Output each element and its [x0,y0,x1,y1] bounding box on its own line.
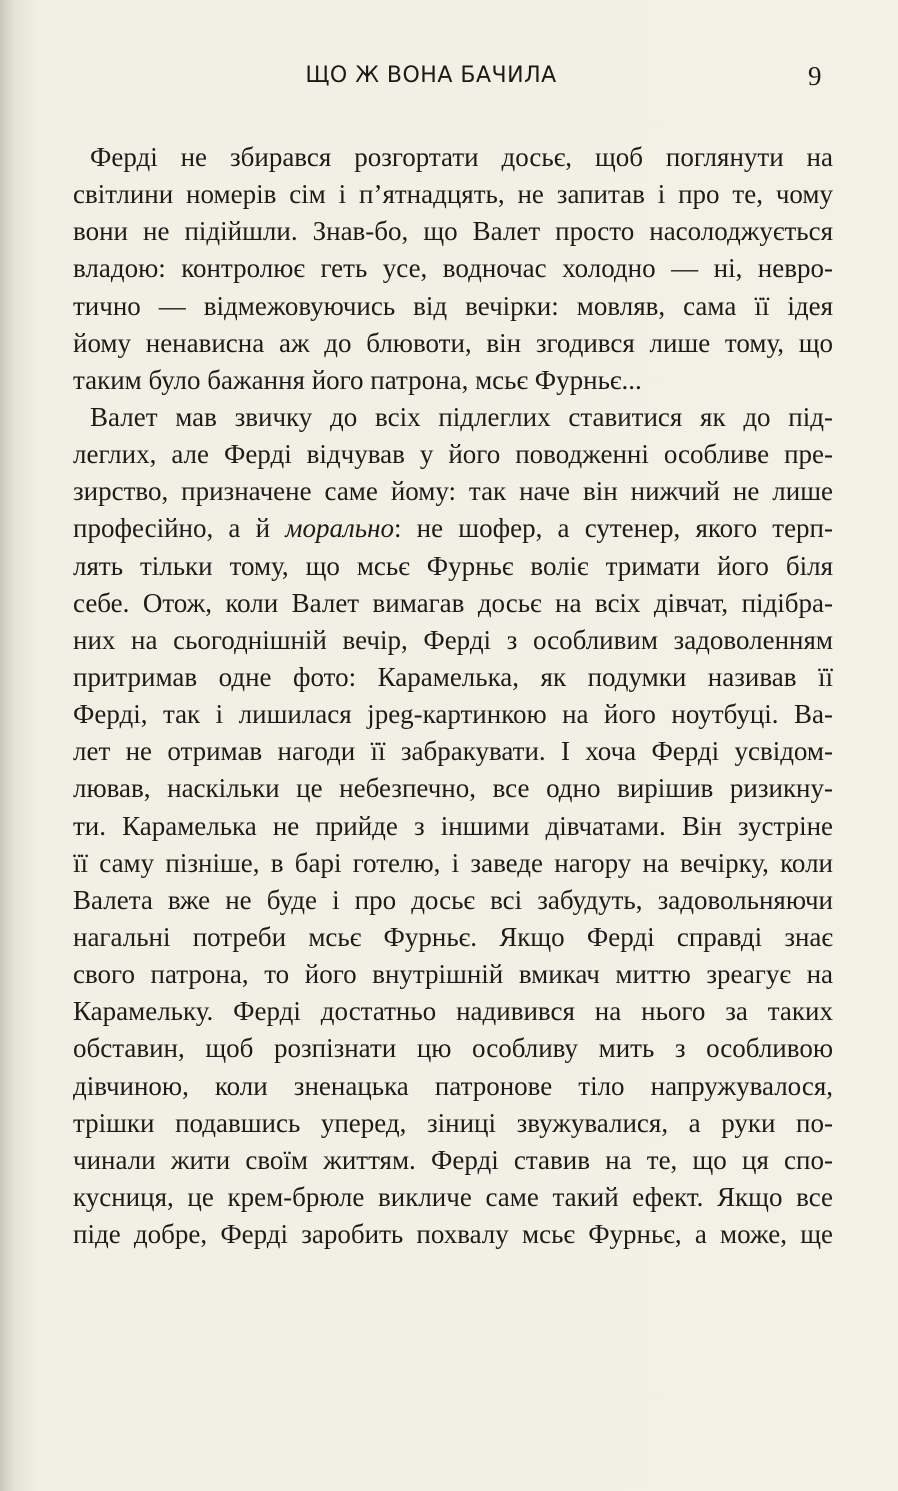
text-line: йому ненависна аж до блювоти, він згодився лише тому, що [73,327,833,358]
page-number: 9 [808,61,822,91]
running-title: ЩО Ж ВОНА БАЧИЛА [305,63,557,88]
text-line: вони не підійшли. Знав-бо, що Валет просто насолоджується [73,216,833,247]
text-line: піде добре, Ферді заробить похвалу мсьє Фурньє, а може, ще [73,1219,833,1250]
text-segment: : не шофер, а сутенер, якого терп- [393,513,833,544]
text-line [73,510,833,547]
text-line: ти. Карамелька не прийде з іншими дівчатами. Він зустріне [73,810,833,841]
text-line: Валет мав звичку до всіх підлеглих ставитися як до під- [90,401,833,432]
text-line: леглих, але Ферді відчував у його поводженні особливе пре- [73,439,833,470]
text-line: Валета вже не буде і про досьє всі забудуть, задовольняючи [73,884,833,915]
page-header [0,58,898,94]
text-line: себе. Отож, коли Валет вимагав досьє на всіх дівчат, підібра- [73,587,833,618]
text-segment: професійно, а й [73,513,286,544]
text-line: Карамельку. Ферді достатньо надивився на нього за таких [73,996,833,1027]
text-line: кусниця, це крем-брюле викличе саме такий ефект. Якщо все [73,1181,833,1212]
text-line: лет не отримав нагоди її забракувати. І хоча Ферді усвідом- [73,736,833,767]
text-line: лять тільки тому, що мсьє Фурньє воліє тримати його біля [73,550,833,581]
text-line: нагальні потреби мсьє Фурньє. Якщо Ферді справді знає [73,921,833,952]
text-line: зирство, призначене саме йому: так наче він нижчий не лише [73,476,833,507]
text-line: Ферді не збирався розгортати досьє, щоб поглянути на [90,142,833,172]
text-line: обставин, щоб розпізнати цю особливу мить з особливою [73,1033,833,1064]
text-line: лював, наскільки це небезпечно, все одно вирішив ризикну- [73,773,833,804]
text-line: притримав одне фото: Карамелька, як подумки називав її [73,661,833,692]
italic-emphasis: морально [285,513,394,544]
text-line: таким було бажання його патрона, мсьє Фурньє... [73,364,642,395]
text-line: її саму пізніше, в барі готелю, і заведе нагору на вечірку, коли [73,847,833,878]
text-line: трішки подавшись уперед, зіниці звужувалися, а руки по- [73,1107,833,1138]
text-line: свого патрона, то його внутрішній вмикач миттю зреагує на [73,959,833,990]
text-line: Ферді, так і лишилася jpeg-картинкою на його ноутбуці. Ва- [73,699,833,730]
text-line: них на сьогоднішній вечір, Ферді з особливим задоволенням [73,624,833,655]
text-line: чинали жити своїм життям. Ферді ставив на те, що ця спо- [73,1144,833,1175]
body-text [73,139,833,1253]
text-line: владою: контролює геть усе, водночас холодно — ні, невро- [73,253,833,284]
text-line: дівчиною, коли зненацька патронове тіло напружувалося, [73,1070,833,1101]
text-line: тично — відмежовуючись від вечірки: мовляв, сама її ідея [73,290,833,321]
text-line: світлини номерів сім і п’ятнадцять, не запитав і про те, чому [73,179,833,210]
